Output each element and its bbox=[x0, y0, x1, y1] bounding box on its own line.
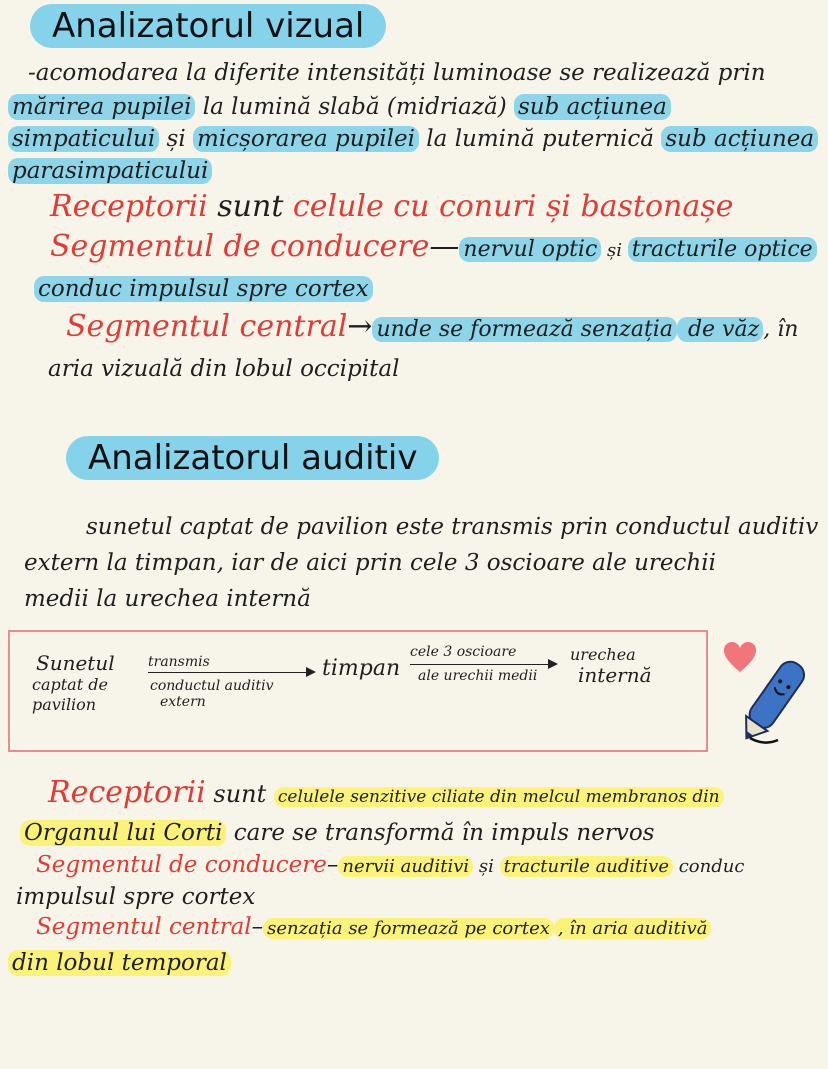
auditiv-central: Segmentul central– senzația se formează pe cortex , în aria auditivă bbox=[36, 912, 711, 944]
flow-arrow1-top: transmis bbox=[148, 654, 210, 670]
flow-end-2: internă bbox=[578, 663, 652, 687]
visual-p1-line2: mărirea pupilei la lumină slabă (midriază) sub acțiunea bbox=[8, 92, 671, 122]
flow-mid: timpan bbox=[322, 656, 401, 681]
auditiv-conducere: Segmentul de conducere– nervii auditivi și tracturile auditive conduc bbox=[36, 852, 745, 878]
auditiv-title: Analizatorul auditiv bbox=[66, 436, 439, 480]
flow-arrow1-head-icon bbox=[306, 667, 316, 677]
flow-start-2: captat de bbox=[32, 675, 108, 694]
auditiv-receptori-line2: Organul lui Corti care se transformă în impuls nervos bbox=[20, 818, 654, 848]
flow-arrow2-line bbox=[410, 664, 550, 665]
pen-mascot-icon bbox=[730, 650, 814, 750]
flow-arrow1-bottom-1: conductul auditiv bbox=[150, 678, 274, 694]
flow-arrow1-bottom-2: extern bbox=[160, 694, 206, 710]
auditiv-p-line3: medii la urechea internă bbox=[24, 586, 311, 612]
auditiv-receptori: Receptorii sunt celulele senzitive ciliate din melcul membranos din bbox=[48, 778, 724, 812]
auditiv-p-line2: extern la timpan, iar de aici prin cele 3 oscioare ale urechii bbox=[24, 550, 716, 576]
flow-end-1: urechea bbox=[570, 645, 636, 664]
visual-central-line2: aria vizuală din lobul occipital bbox=[48, 356, 400, 382]
visual-p1-line1: -acomodarea la diferite intensități luminoase se realizează prin bbox=[28, 60, 766, 86]
flow-start-1: Sunetul bbox=[36, 651, 115, 675]
visual-p1-line3: simpaticului și micșorarea pupilei la lumină puternică sub acțiunea bbox=[8, 124, 818, 154]
auditiv-conducere-line2: impulsul spre cortex bbox=[16, 884, 256, 910]
flow-arrow2-top: cele 3 oscioare bbox=[410, 644, 517, 660]
flow-arrow2-head-icon bbox=[548, 659, 558, 669]
flow-diagram-box bbox=[8, 630, 708, 752]
auditiv-p-line1: sunetul captat de pavilion este transmis prin conductul auditiv bbox=[86, 514, 819, 540]
visual-p1-line4: parasimpaticului bbox=[8, 156, 212, 186]
flow-start-3: pavilion bbox=[32, 695, 97, 714]
visual-receptori: Receptorii sunt celule cu conuri și bastonașe bbox=[50, 189, 734, 224]
flow-arrow1-line bbox=[148, 672, 308, 673]
visual-conducere-line2: conduc impulsul spre cortex bbox=[34, 274, 373, 304]
visual-conducere: Segmentul de conducere— nervul optic și tracturile optice bbox=[50, 232, 817, 266]
visual-central: Segmentul central→ unde se formează senzația de văz , în bbox=[66, 309, 799, 344]
flow-arrow2-bottom: ale urechii medii bbox=[418, 668, 538, 684]
visual-title: Analizatorul vizual bbox=[30, 4, 386, 48]
auditiv-central-line2: din lobul temporal bbox=[8, 948, 231, 978]
